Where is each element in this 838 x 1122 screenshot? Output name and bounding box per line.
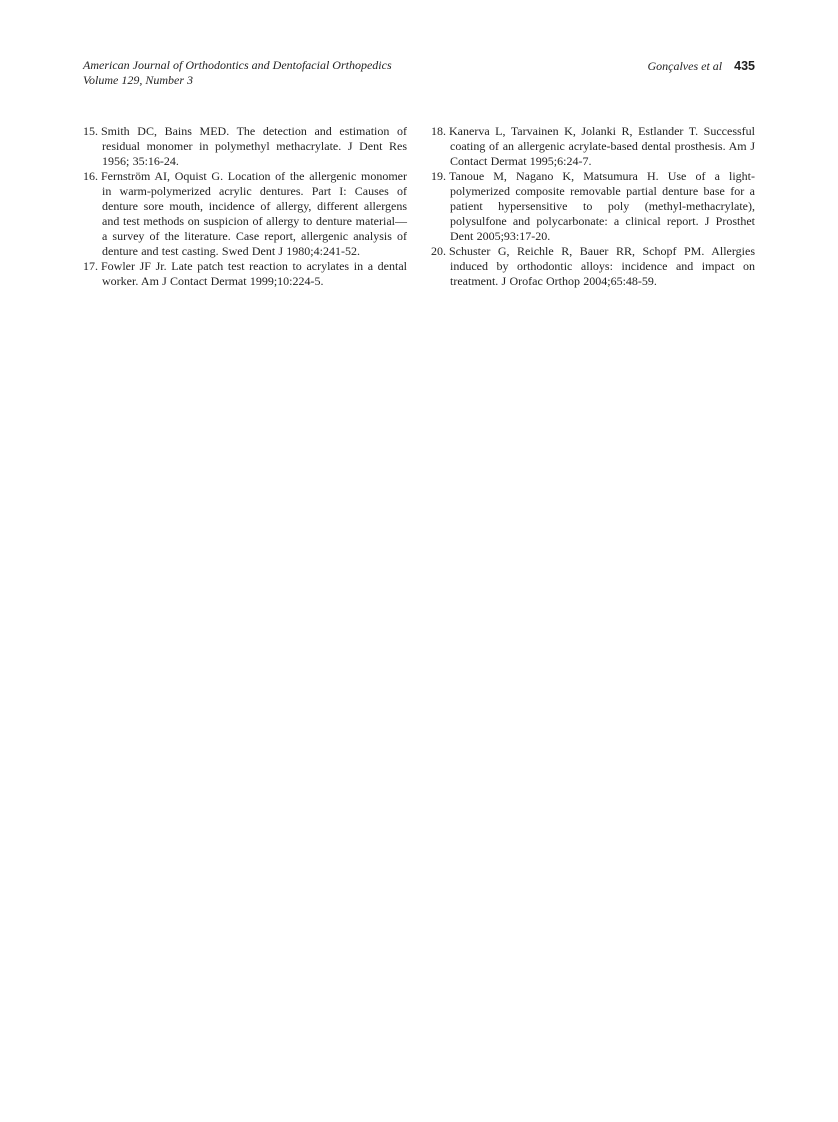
reference-text: Smith DC, Bains MED. The detection and estimation of residual monomer in polymethyl methacrylate. J Dent Res 1956; 35:16-24. xyxy=(101,124,407,168)
reference-item xyxy=(83,169,407,259)
references-section xyxy=(83,124,755,289)
reference-text: Fernström AI, Oquist G. Location of the allergenic monomer in warm-polymerized acrylic dentures. Part I: Causes of denture sore mouth, incidence of allergy, different allergens and test methods on suspicion of allergy to denture material—a survey of the literature. Case report, allergenic analysis of denture and test casting. Swed Dent J 1980;4:241-52. xyxy=(101,169,407,258)
reference-text: Tanoue M, Nagano K, Matsumura H. Use of a light-polymerized composite removable partial denture base for a patient hypersensitive to poly (methyl-methacrylate), polysulfone and polycarbonate: a clinical report. J Prosthet Dent 2005;93:17-20. xyxy=(449,169,755,243)
journal-issue: Volume 129, Number 3 xyxy=(83,73,193,87)
references-column-right xyxy=(431,124,755,289)
journal-info xyxy=(83,58,392,88)
reference-number: 18. xyxy=(431,124,446,138)
reference-number: 16. xyxy=(83,169,98,183)
reference-number: 17. xyxy=(83,259,98,273)
running-authors: Gonçalves et al xyxy=(647,59,723,73)
reference-item xyxy=(431,169,755,244)
reference-item xyxy=(83,124,407,169)
reference-number: 19. xyxy=(431,169,446,183)
references-column-left xyxy=(83,124,407,289)
reference-number: 15. xyxy=(83,124,98,138)
running-head xyxy=(83,58,755,88)
page-number: 435 xyxy=(734,59,755,73)
reference-item xyxy=(431,244,755,289)
author-pagenum xyxy=(647,58,755,74)
reference-text: Schuster G, Reichle R, Bauer RR, Schopf PM. Allergies induced by orthodontic alloys: incidence and impact on treatment. J Orofac Orthop 2004;65:48-59. xyxy=(449,244,755,288)
reference-item xyxy=(83,259,407,289)
journal-title: American Journal of Orthodontics and Dentofacial Orthopedics xyxy=(83,58,392,72)
reference-number: 20. xyxy=(431,244,446,258)
reference-text: Fowler JF Jr. Late patch test reaction to acrylates in a dental worker. Am J Contact Dermat 1999;10:224-5. xyxy=(101,259,407,288)
reference-text: Kanerva L, Tarvainen K, Jolanki R, Estlander T. Successful coating of an allergenic acrylate-based dental prosthesis. Am J Contact Dermat 1995;6:24-7. xyxy=(449,124,755,168)
reference-item xyxy=(431,124,755,169)
